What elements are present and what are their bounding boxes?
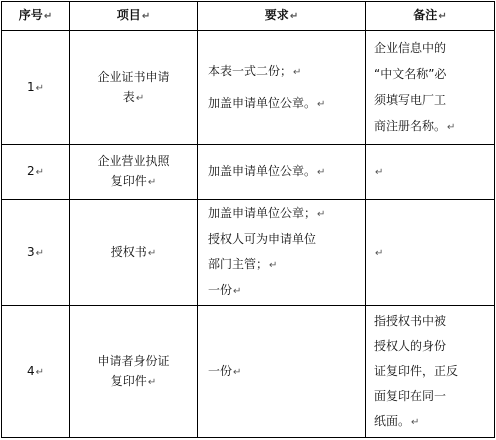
row-item: 企业营业执照 复印件↵ [70,145,198,200]
row-item: 申请者身份证 复印件↵ [70,306,198,438]
table-row [2,306,495,438]
row-note: 指授权书中被 授权人的身份 证复印件，正反 面复印在同一 纸面。↵ [366,306,495,438]
row-index: 1↵ [2,31,70,145]
row-note: ↵ [366,145,495,200]
table-row [2,145,495,200]
header-note: 备注↵ [366,2,495,31]
table-row [2,200,495,306]
row-requirement: 加盖申请单位公章。↵ [198,145,366,200]
requirements-table [1,1,495,438]
row-index: 3↵ [2,200,70,306]
row-index: 4↵ [2,306,70,438]
header-row [2,2,495,31]
row-note: 企业信息中的 “中文名称”必 须填写电厂工 商注册名称。↵ [366,31,495,145]
row-requirement: 一份↵ [198,306,366,438]
row-requirement: 加盖申请单位公章；↵ 授权人可为申请单位 部门主管；↵ 一份↵ [198,200,366,306]
row-item: 企业证书申请 表↵ [70,31,198,145]
row-requirement: 本表一式二份；↵ 加盖申请单位公章。↵ [198,31,366,145]
row-index: 2↵ [2,145,70,200]
header-requirement: 要求↵ [198,2,366,31]
table-row [2,31,495,145]
row-item: 授权书↵ [70,200,198,306]
header-index: 序号↵ [2,2,70,31]
row-note: ↵ [366,200,495,306]
header-item: 项目↵ [70,2,198,31]
